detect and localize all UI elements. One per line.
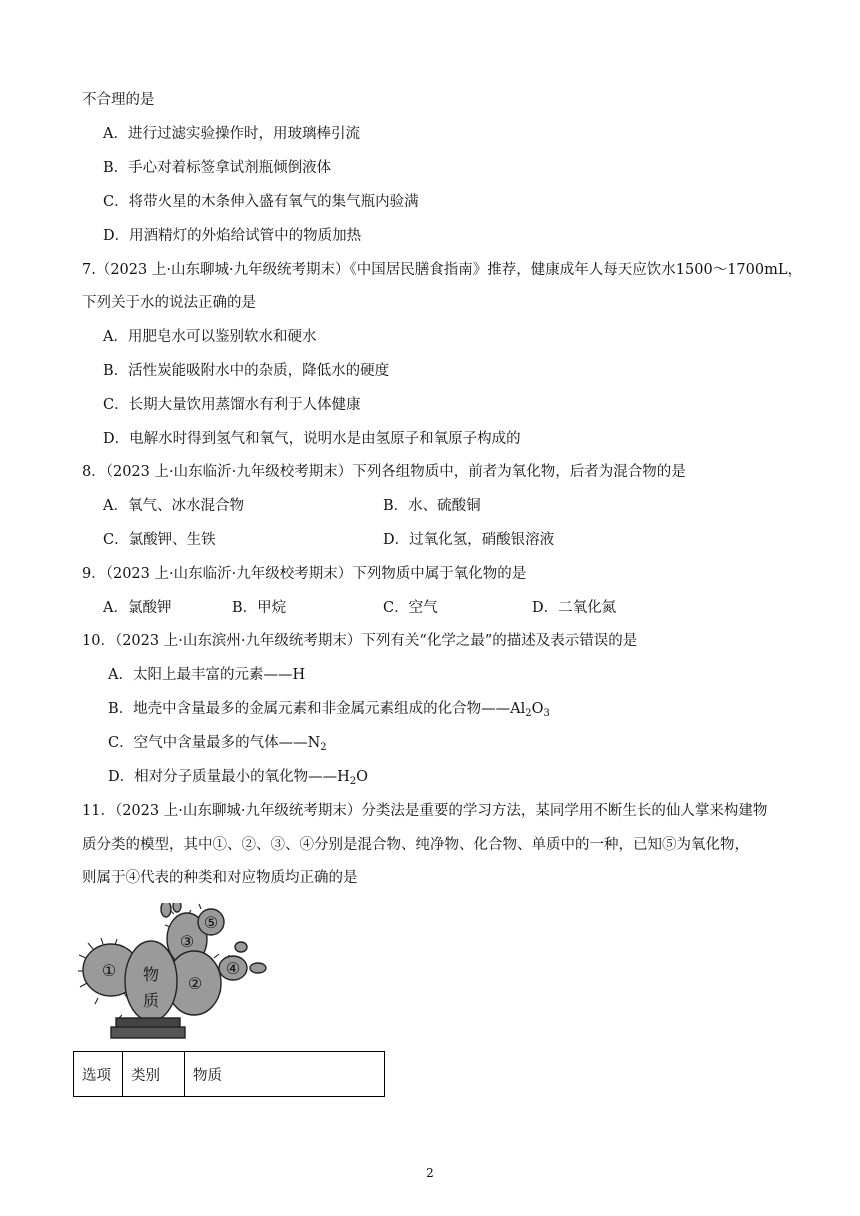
pad-label-3: ③	[179, 932, 195, 951]
table-header-category: 类别	[123, 1052, 185, 1097]
q11-stem-line1: 11．（2023 上·山东聊城·九年级统考期末）分类法是重要的学习方法，某同学用不断生长的仙人掌来构建物	[82, 803, 768, 819]
q10-stem: 10．（2023 上·山东滨州·九年级统考期末）下列有关“化学之最”的描述及表示错误的是	[82, 633, 638, 649]
q8-option-c: C．氯酸钾、生铁	[103, 532, 216, 548]
q7-stem-line1: 7.（2023 上·山东聊城·九年级统考期末）《中国居民膳食指南》推荐，健康成年人每天应饮水1500～1700mL，	[82, 262, 802, 278]
table-header-row	[74, 1052, 385, 1097]
pad-label-4: ④	[225, 959, 241, 978]
q6-option-d: D．用酒精灯的外焰给试管中的物质加热	[103, 228, 362, 244]
q10-option-c	[108, 734, 327, 757]
cactus-classification-figure	[78, 903, 270, 1039]
q9-option-d: D．二氧化氮	[532, 600, 617, 616]
q7-option-d: D．电解水时得到氢气和氧气，说明水是由氢原子和氧原子构成的	[103, 431, 521, 447]
q7-option-a: A．用肥皂水可以鉴别软水和硬水	[103, 329, 317, 345]
q7-option-b: B．活性炭能吸附水中的杂质，降低水的硬度	[103, 363, 390, 379]
cactus-sprout-mid	[173, 903, 181, 912]
q7-stem-line2: 下列关于水的说法正确的是	[82, 295, 256, 311]
trunk-label-2: 质	[142, 991, 160, 1010]
page-number: 2	[426, 1166, 434, 1180]
trunk-label-1: 物	[142, 965, 160, 984]
q10-option-b-sub1: 2	[525, 708, 532, 719]
q9-option-a: A．氯酸钾	[103, 600, 172, 616]
cactus-sprout-right	[250, 963, 266, 973]
q7-option-c: C．长期大量饮用蒸馏水有利于人体健康	[103, 397, 361, 413]
pad-label-1: ①	[101, 961, 117, 980]
q11-stem-line2: 质分类的模型，其中①、②、③、④分别是混合物、纯净物、化合物、单质中的一种，已知⑤为氧化物，	[82, 837, 749, 853]
q6-option-c: C．将带火星的木条伸入盛有氧气的集气瓶内验满	[103, 194, 419, 210]
q10-option-c-text: C．空气中含量最多的气体——N	[108, 735, 321, 751]
q10-option-d-tail: O	[356, 769, 369, 785]
q10-option-a: A．太阳上最丰富的元素——H	[108, 667, 306, 683]
cactus-sprout-left	[161, 903, 171, 917]
q10-option-b-mid: O	[531, 701, 544, 717]
q9-option-b: B．甲烷	[232, 600, 287, 616]
q10-option-d	[108, 768, 368, 791]
q11-options-table	[73, 1051, 385, 1097]
q10-option-b	[108, 700, 550, 723]
q10-option-c-sub: 2	[320, 742, 327, 753]
q8-option-d: D．过氧化氢，硝酸银溶液	[383, 532, 555, 548]
cactus-sprout-upper-right	[235, 942, 247, 952]
cactus-pot-base	[111, 1027, 185, 1038]
q8-stem: 8．（2023 上·山东临沂·九年级校考期末）下列各组物质中，前者为氧化物，后者为混合物的是	[82, 464, 686, 480]
q10-option-d-sub: 2	[349, 776, 357, 787]
q8-option-b: B．水、硫酸铜	[383, 498, 481, 514]
table-header-substance: 物质	[185, 1052, 385, 1097]
q6-option-a: A．进行过滤实验操作时，用玻璃棒引流	[103, 126, 360, 142]
q9-option-c: C．空气	[383, 600, 438, 616]
q10-option-d-text: D．相对分子质量最小的氧化物——H	[108, 769, 350, 785]
q10-option-b-sub2: 3	[543, 708, 550, 719]
q6-stem-tail: 不合理的是	[82, 92, 155, 108]
q8-option-a: A．氧气、冰水混合物	[103, 498, 244, 514]
q9-stem: 9．（2023 上·山东临沂·九年级校考期末）下列物质中属于氧化物的是	[82, 566, 527, 582]
table-header-option: 选项	[74, 1052, 123, 1097]
pad-label-5: ⑤	[203, 913, 219, 932]
q10-option-b-text: B．地壳中含量最多的金属元素和非金属元素组成的化合物——Al	[108, 701, 526, 717]
q6-option-b: B．手心对着标签拿试剂瓶倾倒液体	[103, 160, 332, 176]
q11-stem-line3: 则属于④代表的种类和对应物质均正确的是	[82, 870, 358, 886]
pad-label-2: ②	[187, 974, 203, 993]
